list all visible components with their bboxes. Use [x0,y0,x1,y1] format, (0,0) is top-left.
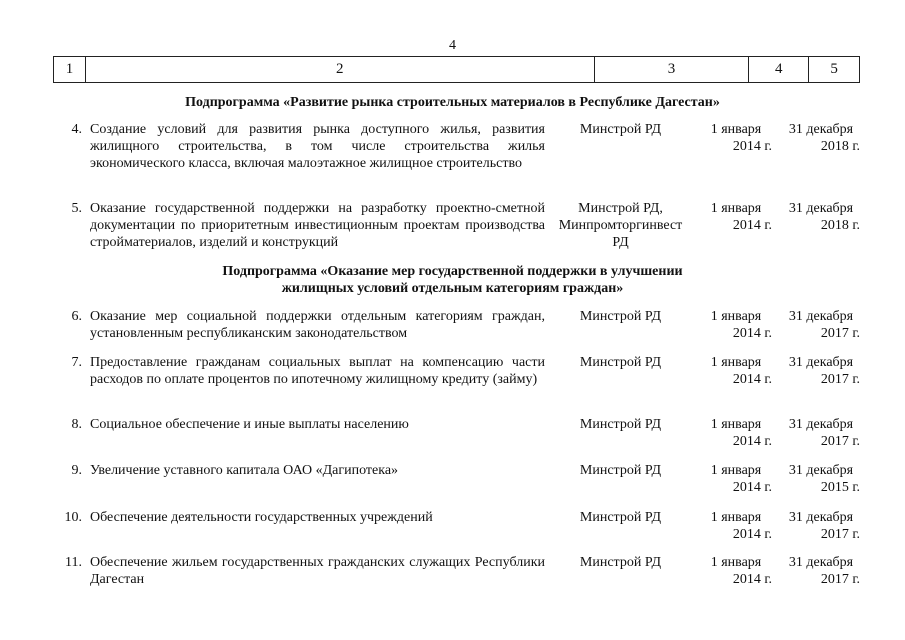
executor-line: РД [612,235,629,250]
start-day: 1 января [710,122,762,137]
section-title-line: Подпрограмма «Развитие рынка строительных материалов в Республике Дагестан» [185,95,720,110]
column-header-3: 3 [595,57,750,82]
start-year: 2014 г. [732,434,772,449]
row-executor [548,416,693,433]
row-executor [548,462,693,479]
end-day: 31 декабря [788,463,854,478]
row-number: 9. [71,463,82,478]
executor-line: Минстрой РД [579,309,662,324]
start-year: 2014 г. [732,139,772,154]
row-executor [548,554,693,571]
start-day: 1 января [710,355,762,370]
row-number: 8. [71,417,82,432]
row-description: Создание условий для развития рынка доступного жилья, развития жилищного строительства, в том числе строительства жилья экономического класса, включая малоэтажное жилищное строительство [90,122,545,171]
start-day: 1 января [710,309,762,324]
column-header-1: 1 [54,57,86,82]
row-number: 6. [71,309,82,324]
start-year: 2014 г. [732,572,772,587]
row-start-date [700,462,772,496]
row-end-date [782,462,860,496]
executor-line: Минстрой РД, [578,201,663,216]
row-end-date [782,416,860,450]
row-start-date [700,509,772,543]
row-description: Оказание государственной поддержки на разработку проектно-сметной документации по приоритетным инвестиционным проектам производства стройматериалов, изделий и конструкций [90,201,545,250]
row-start-date [700,554,772,588]
end-year: 2017 г. [820,527,860,542]
executor-line: Минпромторгинвест [558,218,683,233]
start-year: 2014 г. [732,527,772,542]
start-year: 2014 г. [732,372,772,387]
row-number: 4. [71,122,82,137]
end-day: 31 декабря [788,355,854,370]
executor-line: Минстрой РД [579,463,662,478]
end-day: 31 декабря [788,417,854,432]
row-executor [548,200,693,251]
end-day: 31 декабря [788,555,854,570]
row-end-date [782,554,860,588]
row-number: 5. [71,201,82,216]
table-header-row [53,56,860,83]
start-day: 1 января [710,201,762,216]
row-executor [548,509,693,526]
row-description: Социальное обеспечение и иные выплаты населению [90,417,409,432]
executor-line: Минстрой РД [579,510,662,525]
start-year: 2014 г. [732,480,772,495]
row-description: Оказание мер социальной поддержки отдельным категориям граждан, установленным республиканским законодательством [90,309,545,341]
row-number: 11. [65,555,82,570]
end-year: 2015 г. [820,480,860,495]
end-year: 2017 г. [820,372,860,387]
section-title-line: Подпрограмма «Оказание мер государственной поддержки в улучшении [222,264,683,279]
start-year: 2014 г. [732,218,772,233]
executor-line: Минстрой РД [579,122,662,137]
row-executor [548,121,693,138]
row-start-date [700,308,772,342]
section-title-housing [0,263,905,297]
row-executor [548,354,693,371]
row-start-date [700,354,772,388]
end-day: 31 декабря [788,309,854,324]
end-day: 31 декабря [788,510,854,525]
end-year: 2017 г. [820,572,860,587]
column-header-5: 5 [830,61,838,77]
row-start-date [700,416,772,450]
executor-line: Минстрой РД [579,355,662,370]
row-number: 7. [71,355,82,370]
page-number: 4 [449,38,456,53]
end-year: 2017 г. [820,434,860,449]
row-executor [548,308,693,325]
start-year: 2014 г. [732,326,772,341]
column-header-2: 2 [86,57,595,82]
start-day: 1 января [710,417,762,432]
row-end-date [782,354,860,388]
row-description: Обеспечение деятельности государственных учреждений [90,510,433,525]
end-year: 2018 г. [820,139,860,154]
section-title-line: жилищных условий отдельным категориям граждан» [281,281,624,296]
row-description: Предоставление гражданам социальных выплат на компенсацию части расходов по оплате процентов по ипотечному жилищному кредиту (займу) [90,355,545,387]
row-start-date [700,200,772,234]
row-end-date [782,200,860,234]
row-end-date [782,121,860,155]
row-description: Увеличение уставного капитала ОАО «Дагипотека» [90,463,399,478]
start-day: 1 января [710,555,762,570]
end-day: 31 декабря [788,122,854,137]
row-description: Обеспечение жильем государственных гражданских служащих Республики Дагестан [90,555,545,587]
section-title-materials [0,94,905,111]
end-year: 2017 г. [820,326,860,341]
row-end-date [782,509,860,543]
start-day: 1 января [710,510,762,525]
row-end-date [782,308,860,342]
executor-line: Минстрой РД [579,417,662,432]
end-day: 31 декабря [788,201,854,216]
column-header-4: 4 [749,57,809,82]
row-start-date [700,121,772,155]
start-day: 1 января [710,463,762,478]
end-year: 2018 г. [820,218,860,233]
row-number: 10. [64,510,82,525]
executor-line: Минстрой РД [579,555,662,570]
